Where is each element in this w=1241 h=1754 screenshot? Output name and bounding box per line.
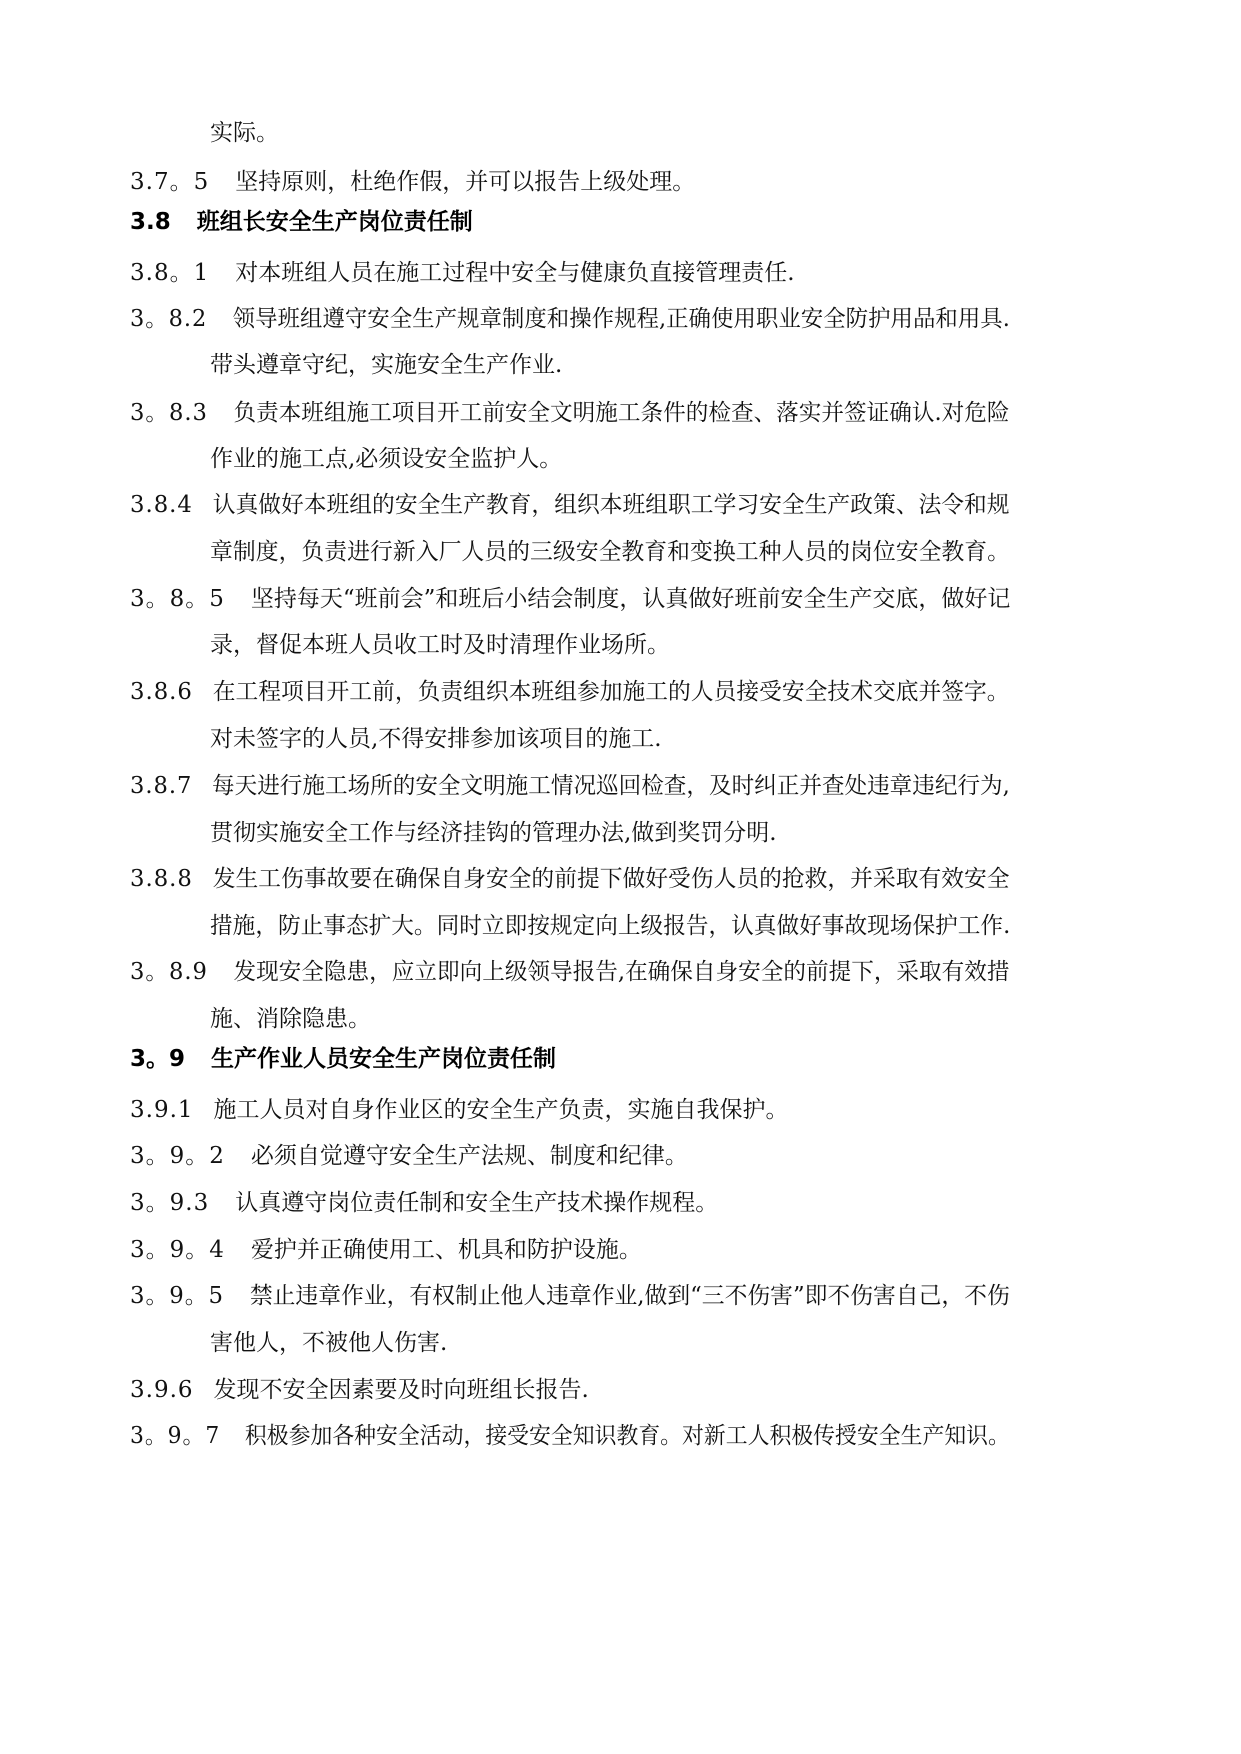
section-title: 班组长安全生产岗位责任制 (196, 209, 473, 235)
clause-number: 3。8.3 (130, 400, 208, 426)
clause-3-8-5-cont: 录，督促本班人员收工时及时清理作业场所。 (210, 632, 670, 658)
clause-number: 3.9.1 (130, 1097, 194, 1123)
clause-3-9-4 (130, 1235, 642, 1265)
clause-3-8-8-cont: 措施，防止事态扩大。同时立即按规定向上级报告，认真做好事故现场保护工作. (210, 913, 1011, 939)
clause-text: 对本班组人员在施工过程中安全与健康负直接管理责任. (235, 260, 795, 286)
clause-text: 爱护并正确使用工、机具和防护设施。 (250, 1237, 642, 1263)
clause-number: 3。9。5 (130, 1283, 225, 1309)
section-number: 3。9 (130, 1046, 186, 1072)
clause-3-9-5 (130, 1281, 1010, 1311)
clause-3-8-6 (130, 677, 1010, 707)
clause-number: 3.8.6 (130, 679, 193, 705)
clause-3-8-7-cont: 贯彻实施安全工作与经济挂钩的管理办法,做到奖罚分明. (210, 820, 777, 846)
clause-number: 3。9。4 (130, 1237, 225, 1263)
clause-3-8-4 (130, 490, 1010, 520)
clause-text: 坚持每天“班前会”和班后小结会制度，认真做好班前安全生产交底，做好记 (250, 586, 1011, 612)
clause-text: 发现安全隐患，应立即向上级领导报告,在确保自身安全的前提下，采取有效措 (233, 959, 1010, 985)
clause-3-8-6-cont: 对未签字的人员,不得安排参加该项目的施工. (210, 726, 662, 752)
section-title: 生产作业人员安全生产岗位责任制 (211, 1046, 557, 1072)
clause-3-9-2 (130, 1141, 688, 1171)
clause-number: 3。8.2 (130, 306, 208, 332)
clause-3-9-5-cont: 害他人，不被他人伤害. (210, 1330, 448, 1356)
clause-text: 认真做好本班组的安全生产教育，组织本班组职工学习安全生产政策、法令和规 (212, 492, 1010, 518)
clause-text: 发生工伤事故要在确保自身安全的前提下做好受伤人员的抢救，并采取有效安全 (212, 866, 1010, 892)
clause-text: 领导班组遵守安全生产规章制度和操作规程,正确使用职业安全防护用品和用具. (232, 306, 1010, 332)
clause-number: 3。9。2 (130, 1143, 225, 1169)
clause-number: 3。8。5 (130, 586, 225, 612)
clause-number: 3。9。7 (130, 1423, 221, 1449)
clause-number: 3.8.8 (130, 866, 193, 892)
clause-number: 3。9.3 (130, 1190, 210, 1216)
clause-3-8-3 (130, 398, 1010, 428)
clause-3-9-7 (130, 1421, 1010, 1451)
clause-text: 施工人员对自身作业区的安全生产负责，实施自我保护。 (213, 1097, 789, 1123)
clause-3-9-6 (130, 1375, 589, 1405)
clause-number: 3.8.7 (130, 773, 193, 799)
clause-3-7-5 (130, 167, 695, 197)
clause-text: 必须自觉遵守安全生产法规、制度和纪律。 (250, 1143, 688, 1169)
section-heading-3-8 (130, 207, 473, 237)
clause-number: 3.8。1 (130, 260, 210, 286)
clause-3-8-2 (130, 304, 1010, 334)
clause-3-8-2-cont: 带头遵章守纪，实施安全生产作业. (210, 352, 563, 378)
clause-3-8-7 (130, 771, 1010, 801)
clause-3-8-1 (130, 258, 795, 288)
clause-text: 发现不安全因素要及时向班组长报告. (213, 1377, 589, 1403)
clause-3-9-3 (130, 1188, 718, 1218)
clause-text: 认真遵守岗位责任制和安全生产技术操作规程。 (235, 1190, 719, 1216)
clause-number: 3.7。5 (130, 169, 210, 195)
clause-text: 禁止违章作业，有权制止他人违章作业,做到“三不伤害”即不伤害自己，不伤 (249, 1283, 1010, 1309)
clause-3-9-1 (130, 1095, 789, 1125)
clause-3-8-9 (130, 957, 1010, 987)
clause-3-8-9-cont: 施、消除隐患。 (210, 1006, 371, 1032)
clause-number: 3.8.4 (130, 492, 193, 518)
continuation-line: 实际。 (210, 120, 279, 146)
clause-number: 3。8.9 (130, 959, 208, 985)
clause-text: 坚持原则，杜绝作假，并可以报告上级处理。 (235, 169, 696, 195)
clause-number: 3.9.6 (130, 1377, 194, 1403)
clause-text: 每天进行施工场所的安全文明施工情况巡回检查，及时纠正并查处违章违纪行为, (212, 773, 1010, 799)
clause-3-8-8 (130, 864, 1010, 894)
clause-text: 负责本班组施工项目开工前安全文明施工条件的检查、落实并签证确认.对危险 (233, 400, 1010, 426)
clause-text: 在工程项目开工前，负责组织本班组参加施工的人员接受安全技术交底并签字。 (212, 679, 1010, 705)
clause-3-8-4-cont: 章制度，负责进行新入厂人员的三级安全教育和变换工种人员的岗位安全教育。 (210, 539, 1011, 565)
section-number: 3.8 (130, 209, 171, 235)
clause-text: 积极参加各种安全活动，接受安全知识教育。对新工人积极传授安全生产知识。 (244, 1423, 1010, 1449)
clause-3-8-5 (130, 584, 1010, 614)
section-heading-3-9 (130, 1044, 556, 1074)
clause-3-8-3-cont: 作业的施工点,必须设安全监护人。 (210, 446, 563, 472)
